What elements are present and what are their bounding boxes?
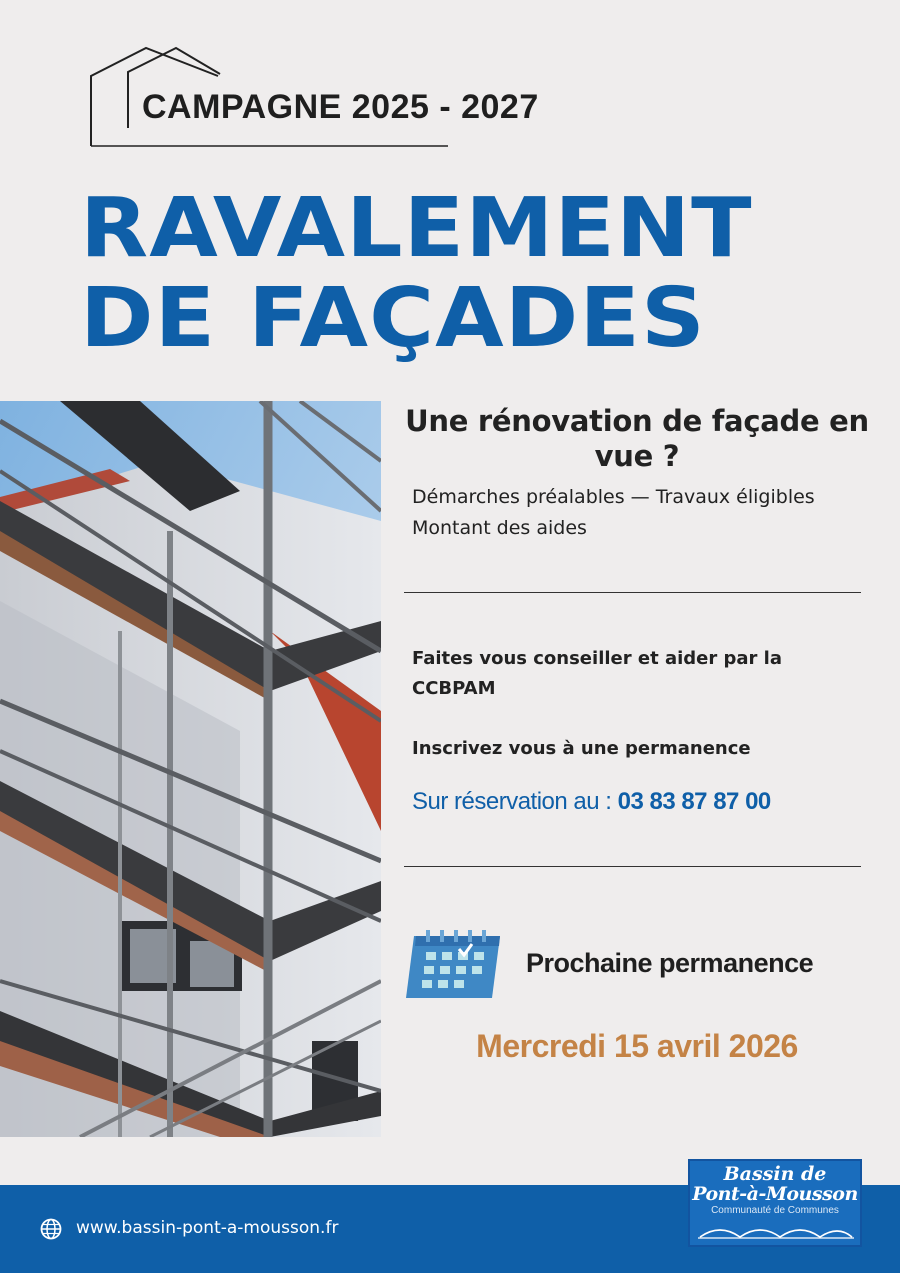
calendar-icon bbox=[404, 928, 502, 1002]
signup-text: Inscrivez vous à une permanence bbox=[412, 738, 751, 759]
next-session-date: Mercredi 15 avril 2026 bbox=[476, 1028, 798, 1064]
reservation-label: Sur réservation au : bbox=[412, 788, 618, 815]
divider-bottom bbox=[404, 866, 861, 867]
title-line-2: DE FAÇADES bbox=[80, 271, 706, 366]
reservation-line bbox=[412, 788, 771, 816]
advice-text: Faites vous conseiller et aider par la CCBPAM bbox=[412, 648, 783, 699]
phone-number[interactable]: 03 83 87 87 00 bbox=[617, 788, 771, 815]
logo-line-3: Communauté de Communes bbox=[711, 1205, 839, 1216]
logo-line-1: Bassin de bbox=[723, 1163, 827, 1185]
website-link[interactable]: www.bassin-pont-a-mousson.fr bbox=[76, 1218, 339, 1238]
title-line-1: RAVALEMENT bbox=[80, 181, 753, 276]
ccbpam-logo bbox=[688, 1159, 862, 1247]
topics-line-2: Montant des aides bbox=[412, 517, 587, 539]
scaffolding-photo bbox=[0, 401, 381, 1137]
headline-question: Une rénovation de façade en vue ? bbox=[405, 404, 869, 473]
bridge-icon bbox=[698, 1219, 854, 1243]
topics-line-1: Démarches préalables — Travaux éligibles bbox=[412, 486, 815, 508]
logo-line-2: Pont-à-Mousson bbox=[692, 1183, 858, 1205]
divider-top bbox=[404, 592, 861, 593]
campaign-years: CAMPAGNE 2025 - 2027 bbox=[142, 88, 539, 126]
globe-icon bbox=[40, 1218, 62, 1240]
next-session-label: Prochaine permanence bbox=[526, 948, 814, 978]
